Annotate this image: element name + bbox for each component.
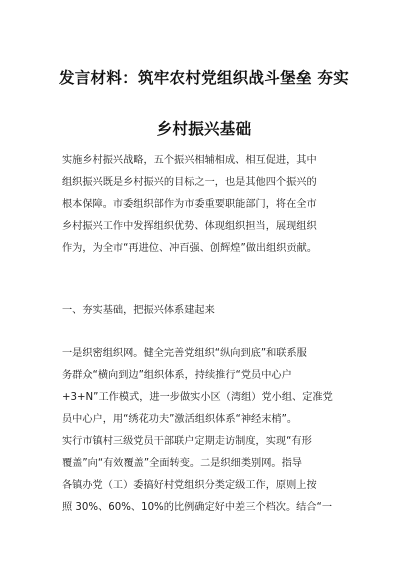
intro-line: 乡村振兴工作中发挥组织优势、体现组织担当，展现组织 — [62, 221, 317, 232]
body-line: 一是织密组织网。健全完善党组织“纵向到底”和联系服 — [62, 348, 307, 359]
body-line: 覆盖”向“有效覆盖”全面转变。二是织细类别网。指导 — [62, 458, 302, 469]
intro-line: 根本保障。市委组织部作为市委重要职能部门，将在全市 — [62, 199, 317, 210]
section-heading — [62, 300, 362, 322]
intro-line: 作为，为全市“再进位、冲百强、创辉煌”做出组织贡献。 — [62, 243, 318, 254]
body-line: 各镇办党（工）委搞好村党组织分类定级工作，原则上按 — [62, 480, 317, 491]
body-line: 务群众“横向到边”组织体系，持续推行“党员中心户 — [62, 370, 292, 381]
document-title-line-1: 发言材料：筑牢农村党组织战斗堡垒 夯实 — [58, 69, 350, 87]
intro-line: 组织振兴既是乡村振兴的目标之一，也是其他四个振兴的 — [62, 177, 317, 188]
body-line: 实行市镇村三级党员干部联户定期走访制度，实现“有形 — [62, 436, 312, 447]
section-heading-text: 一、夯实基础，把振兴体系建起来 — [62, 305, 215, 316]
body-line: 员中心户，用“绣花功夫”激活组织体系“神经末梢”。 — [62, 414, 298, 425]
document-title-line-2: 乡村振兴基础 — [156, 120, 252, 138]
body-paragraph — [62, 343, 362, 519]
body-line: +3+N”工作模式，进一步做实小区（湾组）党小组、定准党 — [62, 392, 333, 403]
intro-paragraph — [62, 150, 362, 260]
intro-line: 实施乡村振兴战略，五个振兴相辅相成、相互促进，其中 — [62, 155, 317, 166]
body-line: 照 30%、60%、10%的比例确定好中差三个档次。结合“一 — [62, 502, 333, 513]
